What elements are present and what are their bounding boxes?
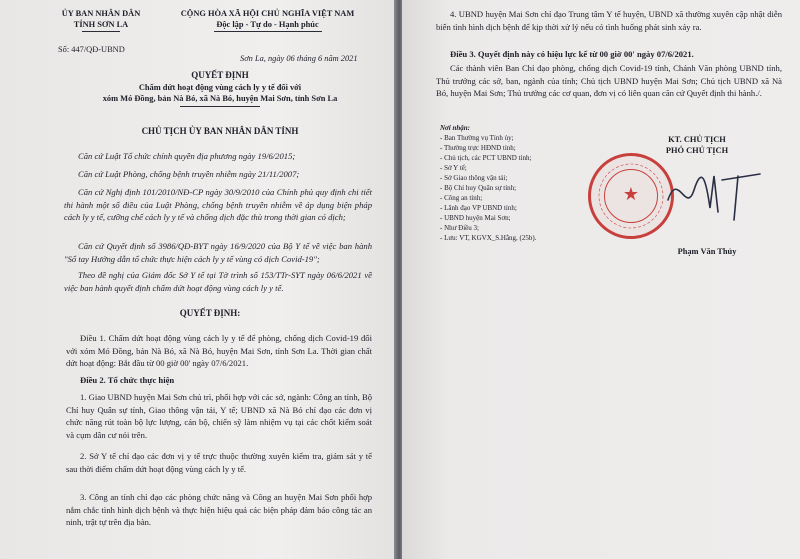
recipient-3: - Chủ tịch, các PCT UBND tỉnh; — [440, 154, 532, 162]
basis-2: Căn cứ Luật Phòng, chống bệnh truyền nhiễm ngày 21/11/2007; — [78, 169, 300, 179]
article-3-body: Các thành viên Ban Chỉ đạo phòng, chống dịch Covid-19 tỉnh, Chánh Văn phòng UBND tỉnh, Thủ trưởng các sở, ban, ngành của tỉnh; Chủ tịch UBND huyện Mai Sơn; Chủ tịch UBND xã Nà Bó, huyện Mai Sơn; Thủ trưởng các cơ quan, đơn vị có liên quan căn cứ Quyết định thi hành./. — [436, 63, 782, 99]
signer-title-2: PHÓ CHỦ TỊCH — [665, 146, 729, 155]
document-number: Số: 447/QĐ-UBND — [58, 45, 125, 54]
document-type: QUYẾT ĐỊNH — [191, 70, 249, 80]
basis-4: Căn cứ Quyết định số 3986/QĐ-BYT ngày 16/9/2020 của Bộ Y tế về việc ban hành "Sổ tay Hướng dẫn tổ chức thực hiện cách ly y tế vùng có dịch Covid-19"; — [64, 241, 372, 264]
basis-3: Căn cứ Nghị định 101/2010/NĐ-CP ngày 30/9/2010 của Chính phủ quy định chi tiết thi hành một số điều của Luật Phòng, chống bệnh truyền nhiễm về áp dụng biện pháp cách ly y tế, cưỡng chế cách ly y tế và chống dịch đặc thù trong thời gian có dịch; — [64, 187, 372, 223]
recipient-9: - UBND huyện Mai Sơn; — [440, 214, 511, 222]
seal-ring-text — [591, 156, 671, 236]
article-2-item-4: 4. UBND huyện Mai Sơn chỉ đạo Trung tâm Y tế huyện, UBND xã thường xuyên cập nhật diễn biến tình hình dịch bệnh để kịp thời xử lý nếu có tình huống phát sinh xảy ra. — [436, 9, 782, 32]
subject-line-2: xóm Mó Đồng, bản Nà Bó, xã Nà Bó, huyện Mai Sơn, tỉnh Sơn La — [102, 94, 338, 103]
signer-name: Phạm Văn Thủy — [677, 247, 737, 256]
recipient-6: - Bộ Chỉ huy Quân sự tỉnh; — [440, 184, 517, 192]
recipients-title: Nơi nhận: — [440, 124, 471, 132]
national-title: CỘNG HÒA XÃ HỘI CHỦ NGHĨA VIỆT NAM — [180, 9, 355, 18]
recipient-11: - Lưu: VT, KGVX_S.Hằng, (25b). — [440, 234, 537, 242]
recipient-7: - Công an tỉnh; — [440, 194, 483, 202]
province-name: TỈNH SƠN LA — [73, 20, 129, 29]
article-2-title: Điều 2. Tổ chức thực hiện — [80, 375, 175, 385]
issuing-authority: CHỦ TỊCH ỦY BAN NHÂN DÂN TỈNH — [141, 126, 299, 136]
motto-underline — [214, 31, 322, 32]
recipient-2: - Thường trực HĐND tỉnh; — [440, 144, 516, 152]
signer-title-1: KT. CHỦ TỊCH — [668, 135, 726, 144]
recipient-4: - Sở Y tế; — [440, 164, 467, 172]
basis-1: Căn cứ Luật Tổ chức chính quyền địa phương ngày 19/6/2015; — [78, 151, 296, 161]
recipient-8: - Lãnh đạo VP UBND tỉnh; — [440, 204, 517, 212]
handwritten-signature — [660, 160, 770, 230]
article-3-title: Điều 3. Quyết định này có hiệu lực kể từ 00 giờ 00' ngày 07/6/2021. — [450, 49, 694, 59]
place-date: Sơn La, ngày 06 tháng 6 năm 2021 — [240, 54, 358, 63]
article-2-item-2: 2. Sở Y tế chỉ đạo các đơn vị y tế trực thuộc thường xuyên kiểm tra, giám sát y tế sau thời điểm chấm dứt hoạt động vùng cách ly y tế. — [66, 451, 372, 474]
decide-heading: QUYẾT ĐỊNH: — [179, 308, 241, 318]
article-1: Điều 1. Chấm dứt hoạt động vùng cách ly y tế để phòng, chống dịch Covid-19 đối với xóm Mó Đồng, bản Nà Bó, xã Nà Bó, huyện Mai Sơn, tỉnh Sơn La. Thời gian chất dứt hoạt động: Bắt đầu từ 00 giờ 00' ngày 07/6/2021. — [66, 333, 372, 369]
agency-underline — [82, 31, 120, 32]
subject-line-1: Chấm dứt hoạt động vùng cách ly y tế đối với — [138, 83, 302, 92]
article-2-item-3: 3. Công an tỉnh chỉ đạo các phòng chức năng và Công an huyện Mai Sơn phối hợp nắm chắc tình hình dịch bệnh và thực hiện hiệu quả các biện pháp đảm bảo công tác an ninh, trật tự trên địa bàn. — [66, 492, 372, 528]
recipient-5: - Sở Giao thông vận tải; — [440, 174, 508, 182]
basis-5: Theo đề nghị của Giám đốc Sở Y tế tại Tờ trình số 153/TTr-SYT ngày 06/6/2021 về việc ban hành quyết định chấm dứt hoạt động vùng cách ly y tế. — [64, 270, 372, 293]
right-page — [402, 0, 800, 559]
national-motto: Độc lập - Tự do - Hạnh phúc — [216, 20, 319, 29]
subject-underline — [180, 106, 260, 107]
star-icon: ★ — [622, 184, 640, 205]
recipient-1: - Ban Thường vụ Tỉnh ủy; — [440, 134, 514, 142]
article-2-item-1: 1. Giao UBND huyện Mai Sơn chủ trì, phối hợp với các sở, ngành: Công an tỉnh, Bộ Chỉ huy Quân sự tỉnh, Giao thông vận tải, Y tế; UBND xã Nà Bó chỉ đạo các đơn vị chức năng rút toàn bộ lực lượng, cán bộ, chiến sỹ làm nhiệm vụ tại các chốt kiểm soát và cụm dân cư nói trên. — [66, 392, 372, 440]
agency-name: ỦY BAN NHÂN DÂN — [61, 9, 141, 18]
recipient-10: - Như Điều 3; — [440, 224, 479, 232]
left-page — [0, 0, 396, 559]
